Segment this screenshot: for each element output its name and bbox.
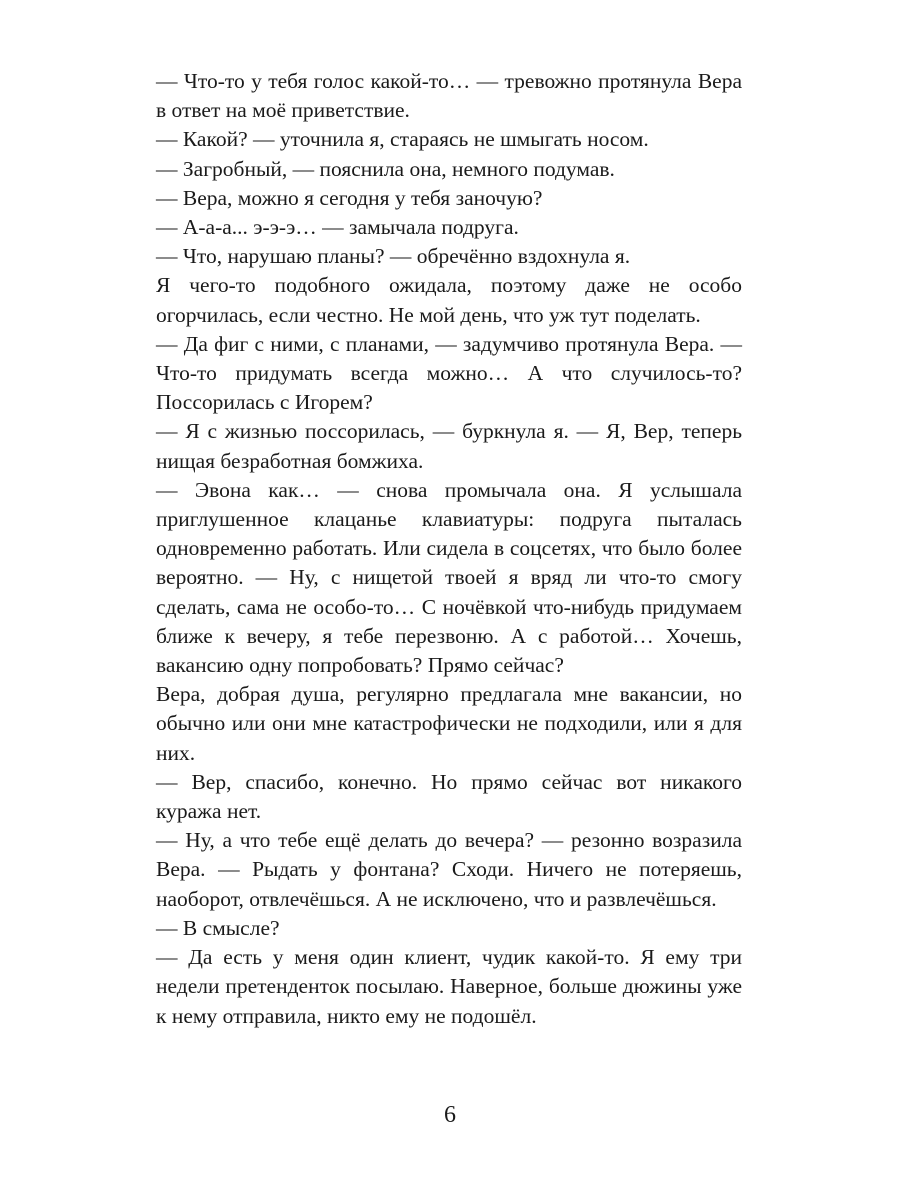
paragraph-10: — Эвона как… — снова промычала она. Я услышала приглушенное клацанье клавиатуры: подруга пыталась одновременно работать. Или сидела в соцсетях, что было более вероятно. — Ну, с нищетой твоей я вряд ли что-то смогу сделать, сама не особо-то… С ночёвкой что-нибудь придумаем ближе к вечеру, я тебе перезвоню. А с работой… Хочешь, вакансию одну попробовать? Прямо сейчас? bbox=[156, 477, 742, 678]
body-text bbox=[156, 67, 742, 1031]
paragraph-5: — А-а-а... э-э-э… — замычала подруга. bbox=[156, 215, 519, 240]
paragraph-12: — Вер, спасибо, конечно. Но прямо сейчас вот никакого куража нет. bbox=[156, 769, 742, 824]
paragraph-4: — Вера, можно я сегодня у тебя заночую? bbox=[156, 185, 543, 210]
page-number: 6 bbox=[444, 1102, 456, 1128]
paragraph-2: — Какой? — уточнила я, стараясь не шмыгать носом. bbox=[156, 127, 649, 152]
paragraph-7: Я чего-то подобного ожидала, поэтому даже не особо огорчилась, если честно. Не мой день, что уж тут поделать. bbox=[156, 273, 742, 327]
paragraph-1: — Что-то у тебя голос какой-то… — тревожно протянула Вера в ответ на моё приветствие. bbox=[156, 69, 742, 123]
paragraph-14: — В смысле? bbox=[156, 915, 280, 940]
paragraph-3: — Загробный, — пояснила она, немного подумав. bbox=[156, 156, 615, 181]
paragraph-6: — Что, нарушаю планы? — обречённо вздохнула я. bbox=[156, 244, 631, 269]
paragraph-13: — Ну, а что тебе ещё делать до вечера? — резонно возразила Вера. — Рыдать у фонтана? Сходи. Ничего не потеряешь, наоборот, отвлечёшься. А не исключено, что и развлечёшься. bbox=[156, 828, 742, 911]
paragraph-8: — Да фиг с ними, с планами, — задумчиво протянула Вера. — Что-то придумать всегда можно… А что случилось-то? Поссорилась с Игорем? bbox=[156, 331, 742, 415]
paragraph-9: — Я с жизнью поссорилась, — буркнула я. — Я, Вер, теперь нищая безработная бомжиха. bbox=[156, 419, 742, 473]
paragraph-15: — Да есть у меня один клиент, чудик какой-то. Я ему три недели претенденток посылаю. Наверное, больше дюжины уже к нему отправила, никто ему не подошёл. bbox=[156, 945, 742, 1028]
paragraph-11: Вера, добрая душа, регулярно предлагала мне вакансии, но обычно или они мне катастрофически не подходили, или я для них. bbox=[156, 682, 742, 765]
